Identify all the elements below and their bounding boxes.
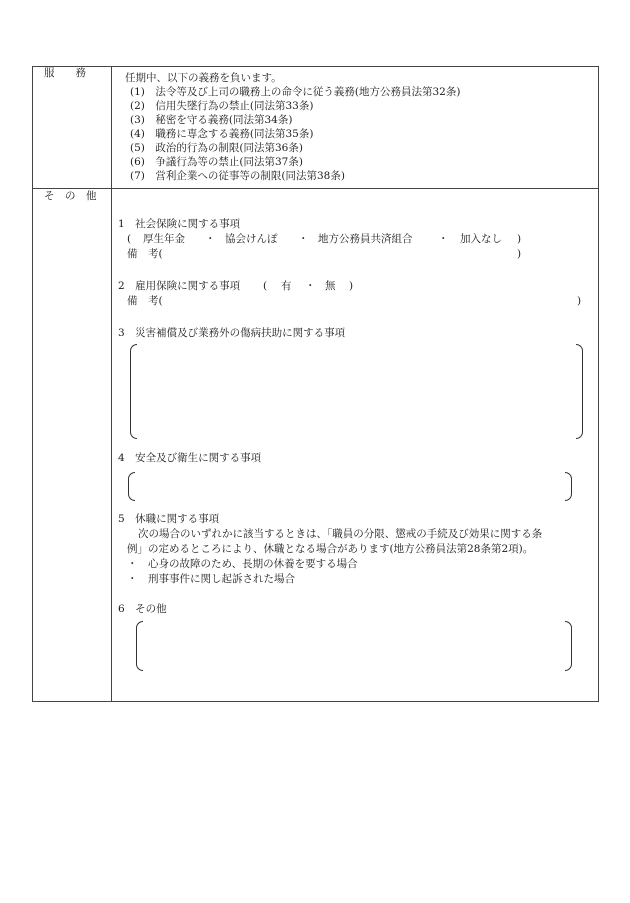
table-right-border: [598, 66, 599, 701]
option-not-enrolled[interactable]: 加入なし: [460, 233, 502, 245]
leave-bullet: ・ 心身の故障のため、長期の休養を要する場合: [127, 558, 358, 570]
table-bottom-border: [32, 701, 599, 702]
other-label: そ の 他: [44, 190, 97, 202]
social-insurance-paren-close: ): [517, 233, 522, 245]
leave-heading: 5 休職に関する事項: [118, 513, 220, 525]
safety-health-field[interactable]: [136, 472, 563, 499]
social-insurance-heading: 1 社会保険に関する事項: [118, 218, 241, 230]
duties-intro: 任期中、以下の義務を負います。: [125, 72, 282, 84]
employment-insurance-remarks-close: ): [577, 295, 582, 307]
other-matters-field[interactable]: [144, 621, 563, 669]
left-bracket: [136, 621, 143, 671]
leave-text-line2: 例」の定めるところにより、休職となる場合があります(地方公務員法第28条第2項)。: [127, 543, 534, 555]
left-bracket: [128, 472, 135, 501]
other-matters-heading: 6 その他: [118, 603, 167, 615]
option-no[interactable]: 無: [325, 280, 336, 292]
social-insurance-remarks-close: ): [517, 248, 522, 260]
table-top-border: [32, 66, 599, 67]
duties-item: (2) 信用失墜行為の禁止(同法第33条): [130, 100, 314, 112]
option-separator: ・: [205, 233, 216, 245]
employment-insurance-remarks-field[interactable]: [186, 294, 572, 309]
right-bracket: [565, 621, 572, 671]
social-insurance-paren-open: (: [127, 233, 132, 245]
duties-label: 服 務: [44, 67, 86, 79]
leave-bullet: ・ 刑事事件に関し起訴された場合: [127, 573, 295, 585]
duties-item: (7) 営利企業への従事等の制限(同法第38条): [130, 170, 345, 182]
employment-insurance-paren-open: (: [263, 280, 268, 292]
duties-item: (1) 法令等及び上司の職務上の命令に従う義務(地方公務員法第32条): [130, 86, 461, 98]
left-bracket: [130, 344, 137, 439]
table-column-divider: [111, 66, 112, 701]
option-separator: ・: [298, 233, 309, 245]
duties-item: (5) 政治的行為の制限(同法第36条): [130, 142, 303, 154]
option-separator: ・: [305, 280, 316, 292]
social-insurance-remarks-field[interactable]: [186, 247, 512, 262]
accident-compensation-heading: 3 災害補償及び業務外の傷病扶助に関する事項: [118, 327, 346, 339]
option-mutual-aid[interactable]: 地方公務員共済組合: [318, 233, 413, 245]
duties-item: (6) 争議行為等の禁止(同法第37条): [130, 156, 303, 168]
social-insurance-remarks: 備 考(: [127, 248, 163, 260]
leave-text-line1: 次の場合のいずれかに該当するときは、「職員の分限、懲戒の手続及び効果に関する条: [138, 528, 543, 540]
employment-insurance-heading: 2 雇用保険に関する事項: [118, 280, 241, 292]
right-bracket: [565, 472, 572, 501]
option-welfare-pension[interactable]: 厚生年金: [143, 233, 185, 245]
option-separator: ・: [438, 233, 449, 245]
option-yes[interactable]: 有: [281, 280, 292, 292]
accident-compensation-field[interactable]: [138, 344, 575, 437]
employment-insurance-remarks: 備 考(: [127, 295, 163, 307]
right-bracket: [576, 344, 583, 439]
duties-item: (4) 職務に専念する義務(同法第35条): [130, 128, 314, 140]
safety-health-heading: 4 安全及び衛生に関する事項: [118, 452, 262, 464]
table-row-divider: [32, 188, 599, 189]
employment-insurance-paren-close: ): [349, 280, 354, 292]
option-kyokai-kenpo[interactable]: 協会けんぽ: [225, 233, 278, 245]
table-left-border: [32, 66, 33, 701]
duties-item: (3) 秘密を守る義務(同法第34条): [130, 114, 293, 126]
